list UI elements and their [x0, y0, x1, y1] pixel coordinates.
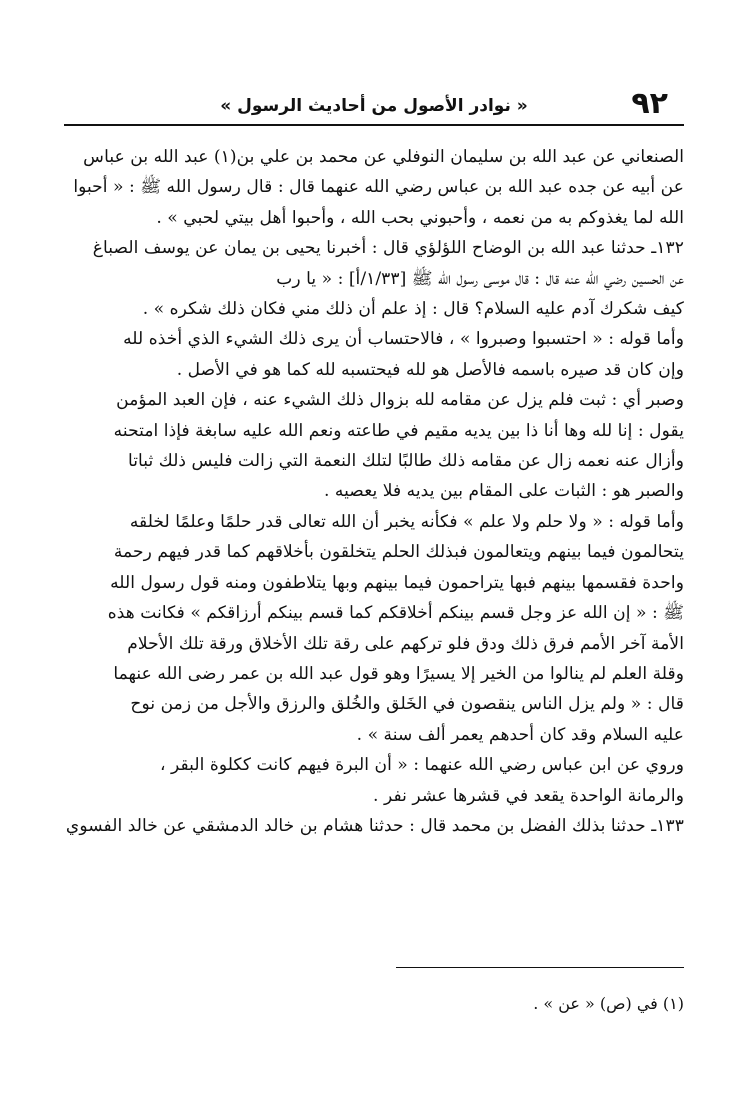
text-line: ١٣٢ـ حدثنا عبد الله بن الوضاح اللؤلؤي قال : أخبرنا يحيى بن يمان عن يوسف الصباغ [92, 238, 684, 259]
text-line: قال : « ولم يزل الناس ينقصون في الخَلق والخُلق والرزق والأجل من زمن نوح [130, 694, 684, 715]
text-line: ﷺ : « إن الله عز وجل قسم بينكم أخلاقكم كما قسم بينكم أرزاقكم » فكانت هذه [107, 603, 684, 624]
body-text [64, 142, 684, 841]
text-line: وأما قوله : « ولا حلم ولا علم » فكأنه يخبر أن الله تعالى قدر حلمًا وعلمًا لخلقه [129, 511, 684, 532]
text-line: عليه السلام وقد كان أحدهم يعمر ألف سنة » . [356, 724, 684, 745]
text-line: وأزال عنه نعمه زال عن مقامه ذلك طالبًا لتلك النعمة التي زالت فليس ذلك ثباتا [128, 451, 684, 472]
footnote-divider [396, 967, 684, 968]
text-line: الله لما يغذوكم به من نعمه ، وأحبوني بحب الله ، وأحبوا أهل بيتي لحبي » . [156, 207, 684, 228]
text-line: وقلة العلم لم ينالوا من الخير إلا يسيرًا وهو قول عبد الله بن عمر رضى الله عنهما [113, 663, 684, 684]
page-header [64, 86, 684, 126]
text-line: الصنعاني عن عبد الله بن سليمان النوفلي عن محمد بن علي بن(١) عبد الله بن عباس [83, 147, 684, 167]
running-title: « نوادر الأصول من أحاديث الرسول » [220, 96, 528, 116]
text-line: الأمة آخر الأمم فرق ذلك ودق فلو تركهم على رقة تلك الأخلاق ورقة تلك الأحلام [127, 633, 684, 654]
text-line: ١٣٣ـ حدثنا بذلك الفضل بن محمد قال : حدثنا هشام بن خالد الدمشقي عن خالد الفسوي [65, 815, 684, 836]
text-line: وإن كان قد صيره باسمه فالأصل هو لله فيحتسبه لله كما هو في الأصل . [176, 359, 684, 380]
text-line: كيف شكرك آدم عليه السلام؟ قال : إذ علم أن ذلك مني فكان ذلك شكره » . [142, 299, 684, 320]
text-line: يقول : إنا لله وها أنا ذا بين يديه مقيم في طاعته ونعم الله عليه سابغة فإذا امتحنه [113, 420, 684, 441]
text-line: وأما قوله : « احتسبوا وصبروا » ، فالاحتساب أن يرى ذلك الشيء الذي أخذه لله [123, 329, 684, 350]
text-line: وروي عن ابن عباس رضي الله عنهما : « أن البرة فيهم كانت ككلوة البقر ، [159, 755, 684, 776]
text-line: والرمانة الواحدة يقعد في قشرها عشر نفر . [373, 785, 684, 806]
footnote: (١) في (ص) « عن » . [533, 994, 684, 1013]
text-line: عن الحسين رضي الله عنه قال : قال موسى رسول الله ﷺ [١/٣٣/أ] : « يا رب [276, 268, 684, 289]
text-line: وصبر أي : ثبت فلم يزل عن مقامه لله بزوال ذلك الشيء عنه ، فإن العبد المؤمن [116, 390, 684, 411]
text-line: والصبر هو : الثبات على المقام بين يديه فلا يعصيه . [323, 481, 684, 502]
text-line: عن أبيه عن جده عبد الله بن عباس رضي الله عنهما قال : قال رسول الله ﷺ : « أحبوا [73, 177, 684, 198]
text-line: واحدة فقسمها بينهم فبها يتراحمون فيما بينهم وبها يتلاطفون ومنه قول رسول الله [110, 572, 684, 593]
text-line: يتحالمون فيما بينهم ويتعالمون فبذلك الحلم يتخلقون بأخلاقهم كما قدر فيهم رحمة [113, 542, 684, 563]
page-number: ٩٢ [631, 86, 668, 121]
